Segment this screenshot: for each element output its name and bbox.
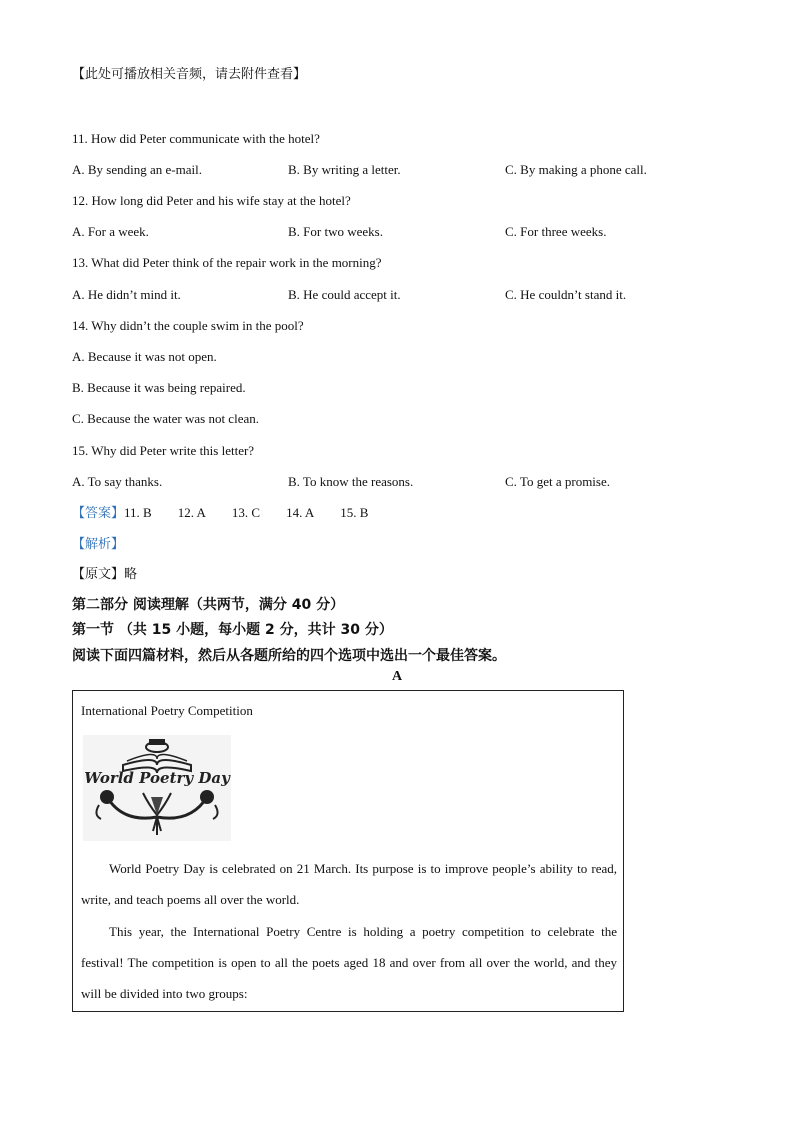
option-15-a: A. To say thanks.	[72, 474, 163, 489]
answer-item: 12. A	[177, 505, 206, 520]
question-stem-14: 14. Why didn’t the couple swim in the pool?	[72, 318, 304, 333]
option-14-c: C. Because the water was not clean.	[72, 411, 259, 426]
answer-item: 14. A	[286, 505, 315, 520]
original-text-value: 略	[124, 567, 138, 582]
option-11-a: A. By sending an e-mail.	[72, 162, 202, 177]
analysis-row	[72, 535, 124, 554]
passage-paragraph-1: World Poetry Day is celebrated on 21 March. Its purpose is to improve people’s ability to read, write, and teach poems all over the world.	[81, 861, 617, 907]
option-12-a: A. For a week.	[72, 224, 149, 239]
original-text-row	[72, 566, 137, 584]
instruction: 阅读下面四篇材料，然后从各题所给的四个选项中选出一个最佳答案。	[72, 648, 506, 664]
option-12-c: C. For three weeks.	[505, 224, 607, 239]
answer-label: 【答案】	[72, 506, 125, 521]
option-11-c: C. By making a phone call.	[505, 162, 647, 177]
question-stem-11: 11. How did Peter communicate with the hotel?	[72, 131, 320, 146]
original-text-label: 【原文】	[72, 567, 125, 582]
answer-row	[72, 504, 394, 523]
answer-item: 11. B	[124, 505, 152, 520]
option-13-b: B. He could accept it.	[288, 287, 401, 302]
option-14-a: A. Because it was not open.	[72, 349, 217, 364]
answer-item: 15. B	[340, 505, 369, 520]
analysis-label: 【解析】	[72, 537, 125, 552]
option-14-b: B. Because it was being repaired.	[72, 380, 246, 395]
world-poetry-day-logo	[83, 735, 231, 841]
option-11-b: B. By writing a letter.	[288, 162, 401, 177]
option-13-a: A. He didn’t mind it.	[72, 287, 181, 302]
option-12-b: B. For two weeks.	[288, 224, 383, 239]
logo-text: World Poetry Day	[84, 769, 230, 787]
question-stem-13: 13. What did Peter think of the repair work in the morning?	[72, 255, 382, 270]
option-15-c: C. To get a promise.	[505, 474, 611, 489]
answer-item: 13. C	[231, 505, 261, 520]
question-stem-15: 15. Why did Peter write this letter?	[72, 443, 255, 458]
passage-paragraph-2: This year, the International Poetry Centre is holding a poetry competition to celebrate the festival! The competition is open to all the poets aged 18 and over from all over the world, and they will be divided into two groups:	[81, 924, 617, 1001]
passage-box	[72, 690, 624, 1012]
part-title: 第二部分 阅读理解（共两节，满分 40 分）	[72, 597, 345, 613]
option-13-c: C. He couldn’t stand it.	[505, 287, 627, 302]
logo-graphic	[83, 735, 231, 841]
subsection-title: 第一节 （共 15 小题，每小题 2 分，共计 30 分）	[72, 622, 393, 638]
passage-title: International Poetry Competition	[81, 703, 253, 718]
audio-note: 【此处可播放相关音频，请去附件查看】	[72, 67, 307, 82]
option-15-b: B. To know the reasons.	[288, 474, 414, 489]
passage-letter: A	[391, 669, 403, 684]
question-stem-12: 12. How long did Peter and his wife stay at the hotel?	[72, 193, 351, 208]
